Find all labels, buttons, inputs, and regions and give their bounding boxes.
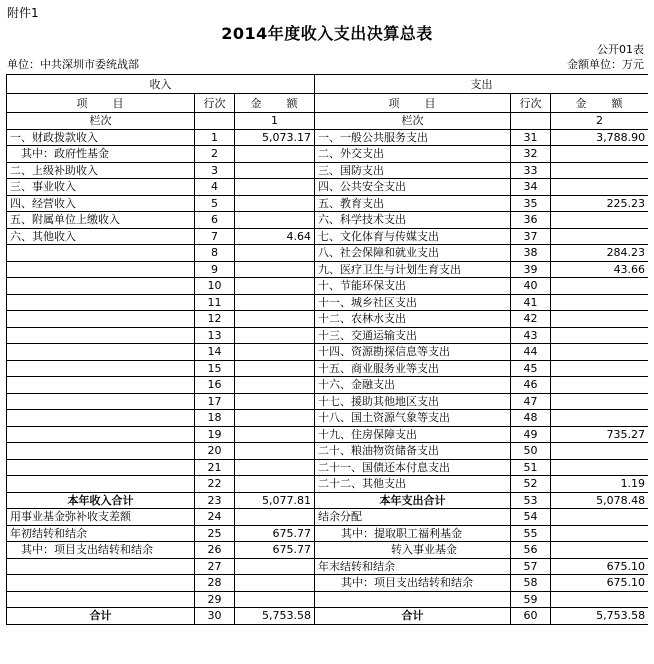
empty-cell bbox=[511, 113, 551, 130]
income-column-label: 栏次 bbox=[7, 113, 195, 130]
expense-row-no-cell: 33 bbox=[511, 162, 551, 179]
income-row-no-cell: 18 bbox=[195, 410, 235, 427]
expense-row-no-cell: 60 bbox=[511, 608, 551, 625]
expense-amount-cell: 675.10 bbox=[551, 558, 648, 575]
income-row-no-cell: 13 bbox=[195, 327, 235, 344]
income-item-cell: 本年收入合计 bbox=[7, 492, 195, 509]
table-row bbox=[7, 525, 649, 542]
expense-row-no-cell: 47 bbox=[511, 393, 551, 410]
income-amount-cell bbox=[235, 443, 315, 460]
income-row-no-cell: 12 bbox=[195, 311, 235, 328]
expense-item-cell: 十九、住房保障支出 bbox=[315, 426, 511, 443]
table-row bbox=[7, 327, 649, 344]
table-row bbox=[7, 179, 649, 196]
income-row-no-cell: 9 bbox=[195, 261, 235, 278]
expense-row-no-cell: 53 bbox=[511, 492, 551, 509]
table-row bbox=[7, 575, 649, 592]
expense-amount-cell: 735.27 bbox=[551, 426, 648, 443]
income-row-no-cell: 30 bbox=[195, 608, 235, 625]
expense-amount-cell bbox=[551, 525, 648, 542]
income-item-cell: 一、财政拨款收入 bbox=[7, 129, 195, 146]
income-item-cell bbox=[7, 311, 195, 328]
expense-amount-cell bbox=[551, 393, 648, 410]
expense-row-no-cell: 39 bbox=[511, 261, 551, 278]
income-amount-header: 金 额 bbox=[235, 94, 315, 113]
income-row-no-cell: 19 bbox=[195, 426, 235, 443]
expense-amount-cell bbox=[551, 377, 648, 394]
table-row bbox=[7, 311, 649, 328]
expense-row-no-cell: 43 bbox=[511, 327, 551, 344]
income-item-cell: 用事业基金弥补收支差额 bbox=[7, 509, 195, 526]
expense-item-cell: 一、一般公共服务支出 bbox=[315, 129, 511, 146]
column-header-row bbox=[7, 94, 649, 113]
income-item-cell: 四、经营收入 bbox=[7, 195, 195, 212]
income-amount-cell bbox=[235, 410, 315, 427]
income-row-no-cell: 6 bbox=[195, 212, 235, 229]
table-row bbox=[7, 212, 649, 229]
income-item-cell bbox=[7, 443, 195, 460]
income-amount-cell bbox=[235, 146, 315, 163]
income-amount-cell bbox=[235, 377, 315, 394]
income-row-no-cell: 27 bbox=[195, 558, 235, 575]
income-item-cell: 合计 bbox=[7, 608, 195, 625]
income-item-cell bbox=[7, 558, 195, 575]
income-amount-cell bbox=[235, 344, 315, 361]
expense-section-header: 支出 bbox=[315, 75, 648, 94]
expense-row-no-cell: 31 bbox=[511, 129, 551, 146]
table-row bbox=[7, 509, 649, 526]
income-row-no-cell: 22 bbox=[195, 476, 235, 493]
expense-item-cell: 转入事业基金 bbox=[315, 542, 511, 559]
income-row-no-cell: 16 bbox=[195, 377, 235, 394]
expense-item-cell: 十五、商业服务业等支出 bbox=[315, 360, 511, 377]
expense-row-no-cell: 42 bbox=[511, 311, 551, 328]
income-row-no-cell: 11 bbox=[195, 294, 235, 311]
expense-item-cell: 十六、金融支出 bbox=[315, 377, 511, 394]
table-row bbox=[7, 162, 649, 179]
expense-row-no-cell: 51 bbox=[511, 459, 551, 476]
expense-item-cell: 其中：项目支出结转和结余 bbox=[315, 575, 511, 592]
income-row-no-cell: 20 bbox=[195, 443, 235, 460]
expense-amount-cell bbox=[551, 294, 648, 311]
income-amount-cell: 5,077.81 bbox=[235, 492, 315, 509]
expense-amount-cell bbox=[551, 311, 648, 328]
expense-item-header: 项 目 bbox=[315, 94, 511, 113]
income-item-cell bbox=[7, 459, 195, 476]
income-row-no-cell: 2 bbox=[195, 146, 235, 163]
table-row bbox=[7, 426, 649, 443]
table-row bbox=[7, 443, 649, 460]
income-item-cell bbox=[7, 344, 195, 361]
income-item-cell: 六、其他收入 bbox=[7, 228, 195, 245]
income-item-cell: 其中：政府性基金 bbox=[7, 146, 195, 163]
income-row-no-cell: 25 bbox=[195, 525, 235, 542]
income-item-cell bbox=[7, 476, 195, 493]
expense-row-no-cell: 34 bbox=[511, 179, 551, 196]
reporting-unit: 单位：中共深圳市委统战部 bbox=[7, 58, 139, 71]
table-row bbox=[7, 393, 649, 410]
income-row-no-header: 行次 bbox=[195, 94, 235, 113]
income-amount-cell: 5,753.58 bbox=[235, 608, 315, 625]
income-item-cell: 其中：项目支出结转和结余 bbox=[7, 542, 195, 559]
income-row-no-cell: 24 bbox=[195, 509, 235, 526]
expense-row-no-cell: 38 bbox=[511, 245, 551, 262]
table-row bbox=[7, 558, 649, 575]
expense-amount-cell bbox=[551, 179, 648, 196]
table-row bbox=[7, 591, 649, 608]
income-expense-table bbox=[6, 74, 648, 625]
expense-amount-cell bbox=[551, 542, 648, 559]
expense-row-no-cell: 56 bbox=[511, 542, 551, 559]
expense-item-cell: 三、国防支出 bbox=[315, 162, 511, 179]
income-amount-cell bbox=[235, 261, 315, 278]
empty-cell bbox=[195, 113, 235, 130]
income-row-no-cell: 29 bbox=[195, 591, 235, 608]
expense-item-cell: 结余分配 bbox=[315, 509, 511, 526]
income-row-no-cell: 3 bbox=[195, 162, 235, 179]
income-amount-cell bbox=[235, 195, 315, 212]
table-row bbox=[7, 129, 649, 146]
income-amount-cell bbox=[235, 179, 315, 196]
expense-item-cell: 十七、援助其他地区支出 bbox=[315, 393, 511, 410]
expense-row-no-cell: 46 bbox=[511, 377, 551, 394]
expense-amount-cell bbox=[551, 162, 648, 179]
column-index-row bbox=[7, 113, 649, 130]
expense-item-cell: 十八、国土资源气象等支出 bbox=[315, 410, 511, 427]
expense-row-no-cell: 59 bbox=[511, 591, 551, 608]
expense-item-cell: 十三、交通运输支出 bbox=[315, 327, 511, 344]
expense-item-cell: 十一、城乡社区支出 bbox=[315, 294, 511, 311]
income-row-no-cell: 26 bbox=[195, 542, 235, 559]
expense-amount-cell bbox=[551, 410, 648, 427]
expense-row-no-cell: 52 bbox=[511, 476, 551, 493]
expense-amount-cell bbox=[551, 344, 648, 361]
income-item-cell bbox=[7, 393, 195, 410]
expense-item-cell: 二十二、其他支出 bbox=[315, 476, 511, 493]
expense-amount-cell: 1.19 bbox=[551, 476, 648, 493]
income-amount-cell bbox=[235, 575, 315, 592]
income-row-no-cell: 14 bbox=[195, 344, 235, 361]
income-amount-cell: 675.77 bbox=[235, 542, 315, 559]
expense-amount-cell bbox=[551, 278, 648, 295]
expense-amount-cell bbox=[551, 212, 648, 229]
income-amount-cell bbox=[235, 509, 315, 526]
expense-item-cell: 年末结转和结余 bbox=[315, 558, 511, 575]
table-row bbox=[7, 146, 649, 163]
expense-amount-cell bbox=[551, 327, 648, 344]
income-item-cell bbox=[7, 591, 195, 608]
expense-row-no-cell: 58 bbox=[511, 575, 551, 592]
income-item-cell bbox=[7, 360, 195, 377]
expense-row-no-header: 行次 bbox=[511, 94, 551, 113]
income-item-cell bbox=[7, 426, 195, 443]
expense-row-no-cell: 40 bbox=[511, 278, 551, 295]
income-item-cell: 五、附属单位上缴收入 bbox=[7, 212, 195, 229]
income-amount-cell bbox=[235, 162, 315, 179]
table-row bbox=[7, 476, 649, 493]
expense-amount-cell: 5,078.48 bbox=[551, 492, 648, 509]
expense-item-cell bbox=[315, 591, 511, 608]
expense-amount-cell bbox=[551, 443, 648, 460]
income-section-header: 收入 bbox=[7, 75, 315, 94]
expense-amount-cell bbox=[551, 591, 648, 608]
expense-row-no-cell: 49 bbox=[511, 426, 551, 443]
expense-row-no-cell: 44 bbox=[511, 344, 551, 361]
expense-amount-cell bbox=[551, 146, 648, 163]
income-amount-cell bbox=[235, 311, 315, 328]
table-row bbox=[7, 261, 649, 278]
income-item-cell: 年初结转和结余 bbox=[7, 525, 195, 542]
income-column-index: 1 bbox=[235, 113, 315, 130]
income-amount-cell bbox=[235, 476, 315, 493]
table-row bbox=[7, 344, 649, 361]
expense-item-cell: 十四、资源勘探信息等支出 bbox=[315, 344, 511, 361]
expense-row-no-cell: 54 bbox=[511, 509, 551, 526]
expense-item-cell: 其中：提取职工福利基金 bbox=[315, 525, 511, 542]
table-row bbox=[7, 278, 649, 295]
expense-item-cell: 十二、农林水支出 bbox=[315, 311, 511, 328]
expense-item-cell: 九、医疗卫生与计划生育支出 bbox=[315, 261, 511, 278]
expense-row-no-cell: 57 bbox=[511, 558, 551, 575]
expense-column-index: 2 bbox=[551, 113, 648, 130]
income-item-cell: 二、上级补助收入 bbox=[7, 162, 195, 179]
income-amount-cell bbox=[235, 459, 315, 476]
expense-row-no-cell: 35 bbox=[511, 195, 551, 212]
income-row-no-cell: 23 bbox=[195, 492, 235, 509]
expense-amount-cell: 675.10 bbox=[551, 575, 648, 592]
expense-item-cell: 五、教育支出 bbox=[315, 195, 511, 212]
expense-item-cell: 二十、粮油物资储备支出 bbox=[315, 443, 511, 460]
summary-table-container bbox=[6, 74, 648, 664]
expense-item-cell: 六、科学技术支出 bbox=[315, 212, 511, 229]
expense-item-cell: 十、节能环保支出 bbox=[315, 278, 511, 295]
table-row bbox=[7, 608, 649, 625]
form-number: 公开01表 bbox=[597, 43, 644, 56]
income-row-no-cell: 5 bbox=[195, 195, 235, 212]
income-row-no-cell: 17 bbox=[195, 393, 235, 410]
table-row bbox=[7, 245, 649, 262]
table-row bbox=[7, 542, 649, 559]
income-amount-cell bbox=[235, 278, 315, 295]
income-amount-cell bbox=[235, 426, 315, 443]
expense-amount-cell bbox=[551, 509, 648, 526]
expense-amount-cell: 3,788.90 bbox=[551, 129, 648, 146]
income-row-no-cell: 28 bbox=[195, 575, 235, 592]
expense-item-cell: 二十一、国债还本付息支出 bbox=[315, 459, 511, 476]
expense-amount-cell: 225.23 bbox=[551, 195, 648, 212]
income-row-no-cell: 7 bbox=[195, 228, 235, 245]
expense-row-no-cell: 48 bbox=[511, 410, 551, 427]
expense-item-cell: 八、社会保障和就业支出 bbox=[315, 245, 511, 262]
income-item-cell bbox=[7, 294, 195, 311]
income-amount-cell bbox=[235, 558, 315, 575]
income-item-cell: 三、事业收入 bbox=[7, 179, 195, 196]
expense-item-cell: 本年支出合计 bbox=[315, 492, 511, 509]
report-title: 2014年度收入支出决算总表 bbox=[221, 24, 433, 43]
income-amount-cell bbox=[235, 212, 315, 229]
expense-row-no-cell: 55 bbox=[511, 525, 551, 542]
expense-row-no-cell: 41 bbox=[511, 294, 551, 311]
income-row-no-cell: 1 bbox=[195, 129, 235, 146]
table-row bbox=[7, 410, 649, 427]
expense-amount-cell: 43.66 bbox=[551, 261, 648, 278]
table-row bbox=[7, 195, 649, 212]
income-item-cell bbox=[7, 245, 195, 262]
expense-row-no-cell: 36 bbox=[511, 212, 551, 229]
income-amount-cell bbox=[235, 327, 315, 344]
expense-column-label: 栏次 bbox=[315, 113, 511, 130]
income-item-cell bbox=[7, 575, 195, 592]
income-amount-cell: 4.64 bbox=[235, 228, 315, 245]
income-item-cell bbox=[7, 261, 195, 278]
section-header-row bbox=[7, 75, 649, 94]
expense-amount-cell bbox=[551, 228, 648, 245]
annex-label: 附件1 bbox=[7, 6, 39, 20]
income-amount-cell: 5,073.17 bbox=[235, 129, 315, 146]
income-amount-cell bbox=[235, 294, 315, 311]
expense-row-no-cell: 37 bbox=[511, 228, 551, 245]
expense-row-no-cell: 32 bbox=[511, 146, 551, 163]
income-amount-cell bbox=[235, 245, 315, 262]
expense-item-cell: 合计 bbox=[315, 608, 511, 625]
income-item-cell bbox=[7, 278, 195, 295]
expense-amount-cell bbox=[551, 360, 648, 377]
income-row-no-cell: 15 bbox=[195, 360, 235, 377]
income-item-cell bbox=[7, 410, 195, 427]
expense-amount-header: 金 额 bbox=[551, 94, 648, 113]
expense-item-cell: 二、外交支出 bbox=[315, 146, 511, 163]
expense-row-no-cell: 45 bbox=[511, 360, 551, 377]
table-row bbox=[7, 459, 649, 476]
money-unit: 金额单位：万元 bbox=[567, 58, 644, 71]
income-amount-cell bbox=[235, 360, 315, 377]
table-row bbox=[7, 377, 649, 394]
income-row-no-cell: 4 bbox=[195, 179, 235, 196]
table-row bbox=[7, 228, 649, 245]
income-row-no-cell: 8 bbox=[195, 245, 235, 262]
table-row bbox=[7, 492, 649, 509]
expense-amount-cell: 284.23 bbox=[551, 245, 648, 262]
income-amount-cell: 675.77 bbox=[235, 525, 315, 542]
income-amount-cell bbox=[235, 591, 315, 608]
income-amount-cell bbox=[235, 393, 315, 410]
income-item-header: 项 目 bbox=[7, 94, 195, 113]
expense-row-no-cell: 50 bbox=[511, 443, 551, 460]
expense-item-cell: 四、公共安全支出 bbox=[315, 179, 511, 196]
income-row-no-cell: 21 bbox=[195, 459, 235, 476]
expense-amount-cell bbox=[551, 459, 648, 476]
income-item-cell bbox=[7, 377, 195, 394]
table-row bbox=[7, 294, 649, 311]
income-item-cell bbox=[7, 327, 195, 344]
table-row bbox=[7, 360, 649, 377]
expense-amount-cell: 5,753.58 bbox=[551, 608, 648, 625]
income-row-no-cell: 10 bbox=[195, 278, 235, 295]
expense-item-cell: 七、文化体育与传媒支出 bbox=[315, 228, 511, 245]
